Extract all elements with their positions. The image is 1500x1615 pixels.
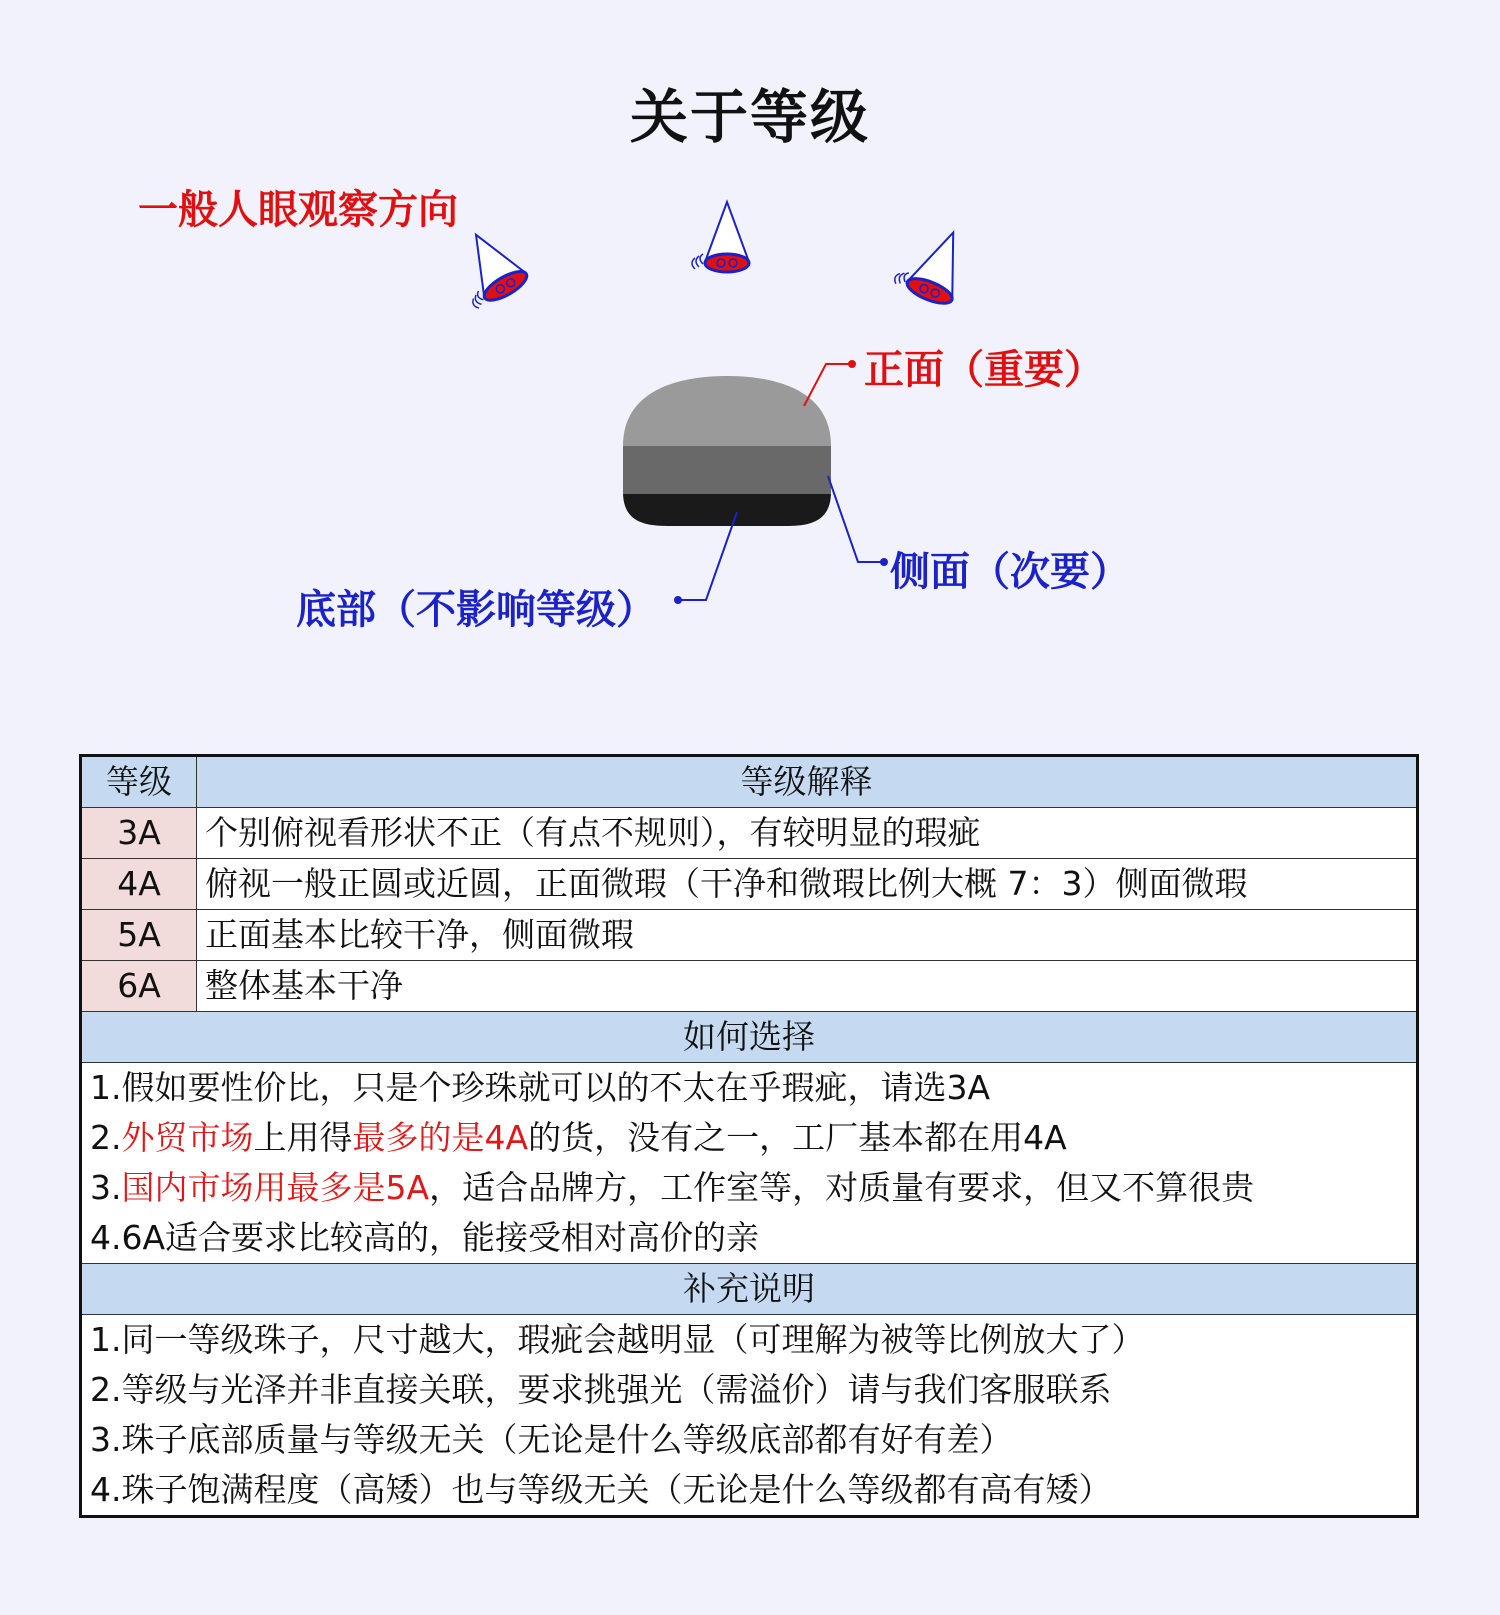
note-item: 1.同一等级珠子，尺寸越大，瑕疵会越明显（可理解为被等比例放大了） xyxy=(81,1315,1418,1366)
side-leader-line xyxy=(828,476,884,562)
grade-cell: 5A xyxy=(81,910,197,961)
grade-cell: 6A xyxy=(81,961,197,1012)
table-row xyxy=(81,910,1418,961)
choose-header-row xyxy=(81,1012,1418,1063)
eye-icon-left xyxy=(444,223,531,312)
note-item: 2.等级与光泽并非直接关联，要求挑强光（需溢价）请与我们客服联系 xyxy=(81,1365,1418,1415)
grade-cell: 4A xyxy=(81,859,197,910)
choose-highlight: 国内市场用最多是5A xyxy=(121,1168,430,1207)
choose-text: ，适合品牌方，工作室等，对质量有要求，但又不算很贵 xyxy=(429,1168,1255,1207)
note-row xyxy=(81,1365,1418,1415)
choose-row xyxy=(81,1163,1418,1213)
notes-header-row xyxy=(81,1264,1418,1315)
page-title: 关于等级 xyxy=(629,83,870,151)
choose-header: 如何选择 xyxy=(81,1012,1418,1063)
note-row xyxy=(81,1415,1418,1465)
bottom-label: 底部（不影响等级） xyxy=(296,587,656,633)
explanation-column-header: 等级解释 xyxy=(197,756,1418,808)
eye-icon-center xyxy=(692,202,749,272)
choose-highlight: 外贸市场 xyxy=(121,1118,254,1157)
choose-text: 3. xyxy=(90,1168,122,1207)
pearl-diagram xyxy=(0,0,1500,700)
note-row xyxy=(81,1465,1418,1517)
grade-desc-cell: 俯视一般正圆或近圆，正面微瑕（干净和微瑕比例大概 7：3）侧面微瑕 xyxy=(197,859,1418,910)
table-header-row xyxy=(81,756,1418,808)
choose-text: 2. xyxy=(90,1118,122,1157)
eye-icon-right xyxy=(892,219,976,309)
side-label: 侧面（次要） xyxy=(890,549,1130,595)
note-item: 3.珠子底部质量与等级无关（无论是什么等级底部都有好有差） xyxy=(81,1415,1418,1465)
choose-item xyxy=(81,1163,1418,1213)
choose-item: 4.6A适合要求比较高的，能接受相对高价的亲 xyxy=(81,1213,1418,1264)
choose-highlight: 最多的是4A xyxy=(352,1118,529,1157)
eye-direction-label: 一般人眼观察方向 xyxy=(138,187,458,233)
table-row xyxy=(81,961,1418,1012)
pearl-shape xyxy=(620,370,835,530)
note-item: 4.珠子饱满程度（高矮）也与等级无关（无论是什么等级都有高有矮） xyxy=(81,1465,1418,1517)
notes-header: 补充说明 xyxy=(81,1264,1418,1315)
grade-table xyxy=(79,754,1419,1518)
choose-row xyxy=(81,1063,1418,1114)
choose-row xyxy=(81,1113,1418,1163)
choose-item: 1.假如要性价比，只是个珍珠就可以的不太在乎瑕疵，请选3A xyxy=(81,1063,1418,1114)
front-label: 正面（重要） xyxy=(864,347,1104,393)
grade-column-header: 等级 xyxy=(81,756,197,808)
table-row xyxy=(81,859,1418,910)
note-row xyxy=(81,1315,1418,1366)
choose-item xyxy=(81,1113,1418,1163)
choose-text: 的货，没有之一，工厂基本都在用4A xyxy=(528,1118,1067,1157)
grade-desc-cell: 个别俯视看形状不正（有点不规则），有较明显的瑕疵 xyxy=(197,808,1418,859)
grade-cell: 3A xyxy=(81,808,197,859)
grade-desc-cell: 正面基本比较干净，侧面微瑕 xyxy=(197,910,1418,961)
choose-text: 上用得 xyxy=(253,1118,353,1157)
table-row xyxy=(81,808,1418,859)
choose-row xyxy=(81,1213,1418,1264)
grade-desc-cell: 整体基本干净 xyxy=(197,961,1418,1012)
